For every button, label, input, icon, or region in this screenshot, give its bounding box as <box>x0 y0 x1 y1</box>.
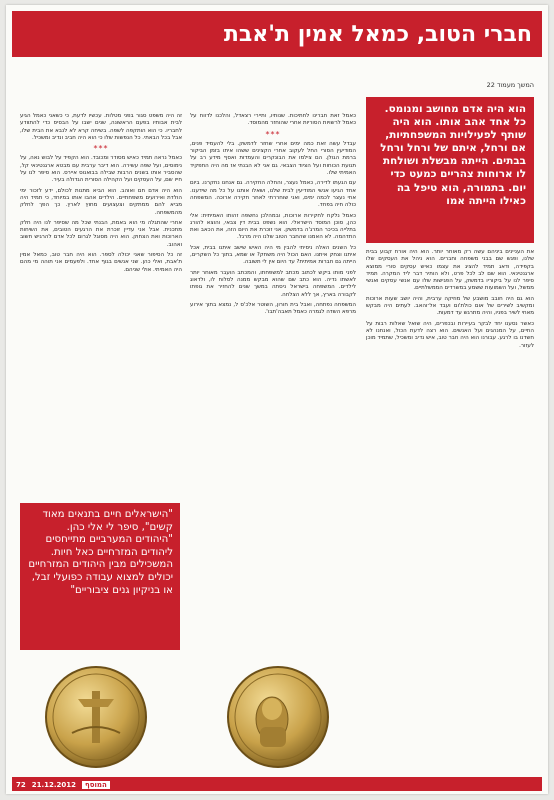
continuation-note: המשך מעמוד 22 <box>486 81 534 89</box>
paragraph: כאמל זאת חברינו לחתיכות. שנותיו, ותיירי רצאדל, והלכנו לדווח על כאמל לרשויות הסוריות אחרי שהוחזר מהמוסד. <box>190 113 356 127</box>
paragraph: כל השנים האלה ניסיתי להבין מי היה האיש שישב איתנו בבית, אכל איתנו וצחק איתנו. האם הכול היה משחק? או שמא, בתוך כל השקרים, הייתה גם חברות אמיתית? עד היום אין לי תשובה. <box>190 244 356 266</box>
section-divider: *** <box>93 144 109 154</box>
coin-back-image <box>22 663 170 771</box>
pull-quote-bottom: "הישראלים חיים בתנאים מאוד קשים", סיפר לי אלי כהן. "היהודים המערביים מתייחסים ליהודים המזרחיים כאל חיות. המשכילים מבין היהודים המזרחיים יכולים למצוא עבודה כפועלי זבל, או בניקיון גנים ציבוריים" <box>20 503 180 650</box>
paragraph: עבדל עשה זאת כמה ימים אחרי שחזר לדמשק. בלי להעמיד פנים, המודיעין הסורי החל לעקוב אחרי הקצינים ששהו איתו בזמן הביקור ברמת הגולן. הם צילמו את הבונקרים והעמדות ואסף מידע רב על תנועת הכוחות ועל הציוד הצבאי. גם אני לא הבנתי אז מה היה התפקיד האמיתי שלו. <box>190 140 356 177</box>
column-left <box>20 113 182 493</box>
paragraph: זה היה משפט סגור בפני מטלות. עכשיו לדעת, כי כשאני כאמל הגיע לבית אבותיו בפעם הראשונה, שנים ישבו על הבסיס כדי להתוודע לחבריו. כי הוא הותקפה לשפה. בשיחה קרא לא לנבא את הבית שלו, אבל בכל הבאתי. כל הנפשות שלו כי הוא היה חביב ונדיב ומשכיל. <box>20 113 182 141</box>
column-right <box>366 249 534 773</box>
coin-images <box>22 661 352 773</box>
page-number: 72 <box>16 781 26 789</box>
paragraph: זה כל הסיפור שאני יכולה לספר. הוא היה חבר טוב, כמאל אמין ת'אבת, ואלי כהן. שני אנשים בגוף אחד. ולפעמים אני תוהה מי מהם היה האמיתי. אולי שניהם. <box>20 252 182 273</box>
paragraph: כאמל נראה תמיד כאיש מסודר ומכובד. הוא הקפיד על לבוש נאה, על נימוסים, ועל שפה עשירה. הוא דיבר ערבית עם מבטא ארגנטינאי קל, שהסביר אותו בשנים הרבות שבילה בבואנוס איירס. הוא סיפר לנו על חייו שם, על העסקים ועל הקהילה הסורית הגדולה בעיר. <box>20 155 182 184</box>
magazine-page <box>6 5 548 794</box>
paragraph: המשפחה נפתחה, ואבל בית חורון, השוטר אלכ'ס ל, נמצא בתוך אירוע מרפא השדה לגמרה כאמל תאבה'תבו'. <box>190 301 356 316</box>
issue-date: 21.12.2012 <box>31 781 77 789</box>
paragraph: הוא גם היה חובב מושבע של מוזיקה ערבית, והיה יושב שעות ארוכות ומקשיב לשירים של אום כולת'ום ועבד אל־והאב. לעתים היה מבקש מאחי לשיר בפניו, והיה מתרגש עד דמעות. <box>366 295 534 317</box>
paragraph: כאשר נסענו יחד לבקר בעיירות ובכפרים, היה שואל שאלות רבות על החיים, על המנהגים ועל האנשים. הוא רצה לדעת הכול, ואנחנו לא חשדנו בו לרגע. עבורנו הוא היה חבר טוב, איש נדיב ומשכיל, שתמיד מוכן לעזור. <box>366 320 534 349</box>
footer-info <box>12 779 136 791</box>
page-title: חברי הטוב, כמאל אמין ת'אבת <box>223 21 532 47</box>
paragraph: אחרי שהתגלה מי הוא באמת, הבנתי שכל מה שסיפר לנו היה חלק מתכנית. אבל אני עדיין זוכרת את הרגעים הטובים, את השיחות הארוכות ואת הצחוק. הוא היה מסוגל לגרום לכל אדם להרגיש חשוב ואהוב. <box>20 219 182 248</box>
paragraph: לפני מותו ביקש לכתוב מכתב למשפחתו, והמכתב הועבר מאוחר יותר לאשתו נדיה. הוא כתב שם שהוא מבקש ממנה לסלוח לו, ולדאוג לילדים. המשפחה בישראל ניסתה במשך שנים להחזיר את גופתו לקבורה בארץ, אך ללא הצלחה. <box>190 269 356 298</box>
paragraph: הוא היה אדם חם ואוהב. הוא הביא מתנות לכולם, ידע לזכור ימי הולדת ואירועים משפחתיים. הילדים אהבו אותו במיוחד, כי תמיד היה מביא להם ממתקים וצעצועים מחוץ לארץ. כך הפך לחלק מהמשפחה. <box>20 187 182 216</box>
paragraph: את העניינים ביניהם עשה רק מאוחר יותר. הוא היה אורח קבוע בבית שלנו, ופגש שם בבני משפחה וחברים. הוא ניהל את העסקים שלו בקפידה, ודאג תמיד להציג את עצמו כאיש עסקים סורי ממוצא ארגנטינאי. הוא שם לב לכל פרט, ולא הותיר דבר ליד המקרה. תמיד סיפר לנו על ביקוריו בדמשק, על הפגישות שלו עם אנשי עסקים ואנשי ממשל, ועל השמועות ששמע במשרדים הממשלתיים. <box>366 249 534 292</box>
paragraph: כאמל נלקח לחקירות ארוכות, ובמהלכן נחשפה זהותו האמיתית: אלי כהן, סוכן המוסד הישראלי. הוא נשפט בבית דין צבאי, והוצא להורג בתלייה בכיכר המרג'ה בדמשק. אני זוכרת את היום הזה, את הכאב ואת התדהמה. לא האמנו שהחבר הטוב שלנו היה מרגל. <box>190 212 356 241</box>
pull-quote-top: הוא היה אדם מחושב ומנומס. כל אחד אהב אותו. הוא היה שותף לפעילויות המשפחתיות, אם ורחל, איתם של ורחל ורחל בבתים. הייתה מבשלת ושולחת לו ארוחות צהריים כמעט כדי יום. בתמורה, הוא טיפל בה כאילו הייתה אמו <box>366 97 534 243</box>
section-divider: *** <box>265 129 281 139</box>
coin-front-image <box>204 663 352 771</box>
title-bar <box>12 11 542 57</box>
magazine-name: המוסף <box>82 781 110 789</box>
paragraph: עם הגעתו לדירה, כאמל נעצר, והחלה החקירה. גם אנחנו נחקרנו. ביום אחד הגיעו אנשי המודיעין לבית שלנו, ושאלו אותנו על כל מה שידענו. אחי נעצר לכמה ימים, ואני שוחררתי לאחר חקירה ארוכה. המשפחה כולה חיה בפחד. <box>190 180 356 209</box>
